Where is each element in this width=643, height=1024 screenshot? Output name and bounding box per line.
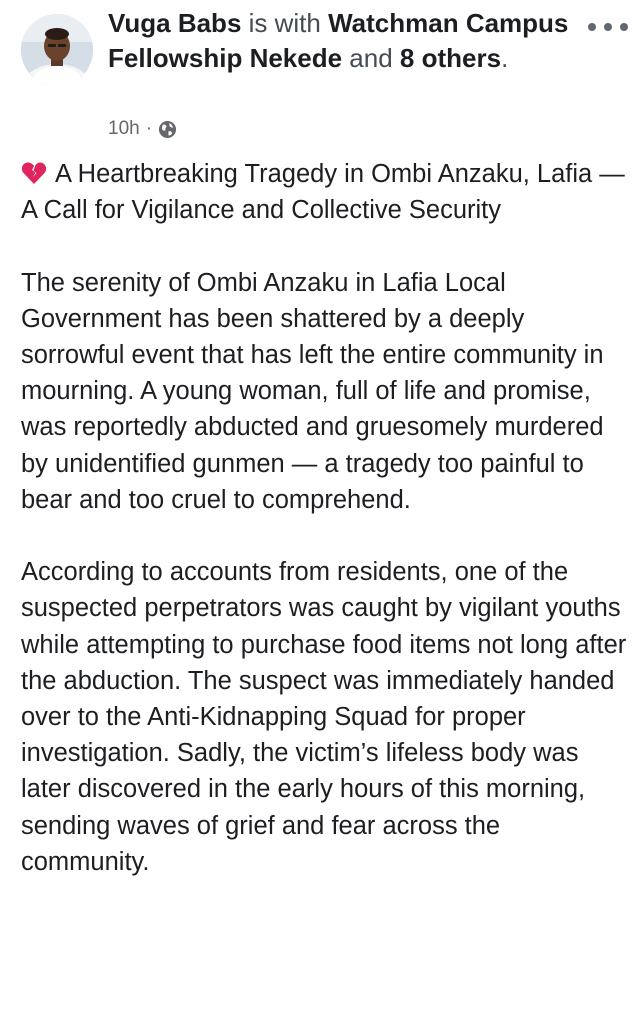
tagged-others[interactable]: 8 others	[399, 43, 502, 73]
post-time[interactable]: 10h	[108, 118, 140, 139]
more-dot	[620, 23, 628, 31]
with-text: is with	[241, 8, 329, 38]
more-options-icon[interactable]	[588, 20, 628, 34]
paragraph-gap	[21, 518, 631, 554]
post-title	[21, 156, 631, 228]
broken-heart-icon	[21, 160, 47, 186]
post-header	[108, 6, 578, 76]
avatar-photo	[21, 14, 93, 86]
group-name[interactable]: Watchman Campus Fellowship Nekede	[108, 8, 569, 73]
author-avatar[interactable]	[21, 14, 93, 86]
paragraph-1: The serenity of Ombi Anzaku in Lafia Local Government has been shattered by a deeply sorrowful event that has left the entire community in mourning. A young woman, full of life and promise, was reportedly abducted and gruesomely murdered by unidentified gunmen — a tragedy too painful to bear and too cruel to comprehend.	[21, 268, 604, 514]
more-dot	[588, 23, 596, 31]
paragraph-2: According to accounts from residents, one of the suspected perpetrators was caught by vigilant youths while attempting to purchase food items not long after the abduction. The suspect was immediately handed over to the Anti-Kidnapping Squad for proper investigation. Sadly, the victim’s lifeless body was later discovered in the early hours of this morning, sending waves of grief and fear across the community.	[21, 558, 627, 876]
post-body	[21, 156, 631, 880]
globe-icon[interactable]	[158, 120, 177, 139]
and-text: and	[342, 43, 400, 73]
meta-separator: ·	[145, 118, 153, 139]
author-name[interactable]: Vuga Babs	[108, 8, 242, 38]
header-period: .	[501, 43, 509, 73]
more-dot	[604, 23, 612, 31]
post-meta	[108, 116, 177, 142]
post-title-text: A Heartbreaking Tragedy in Ombi Anzaku, Lafia — A Call for Vigilance and Collective Security	[21, 160, 625, 225]
paragraph-gap	[21, 228, 631, 264]
